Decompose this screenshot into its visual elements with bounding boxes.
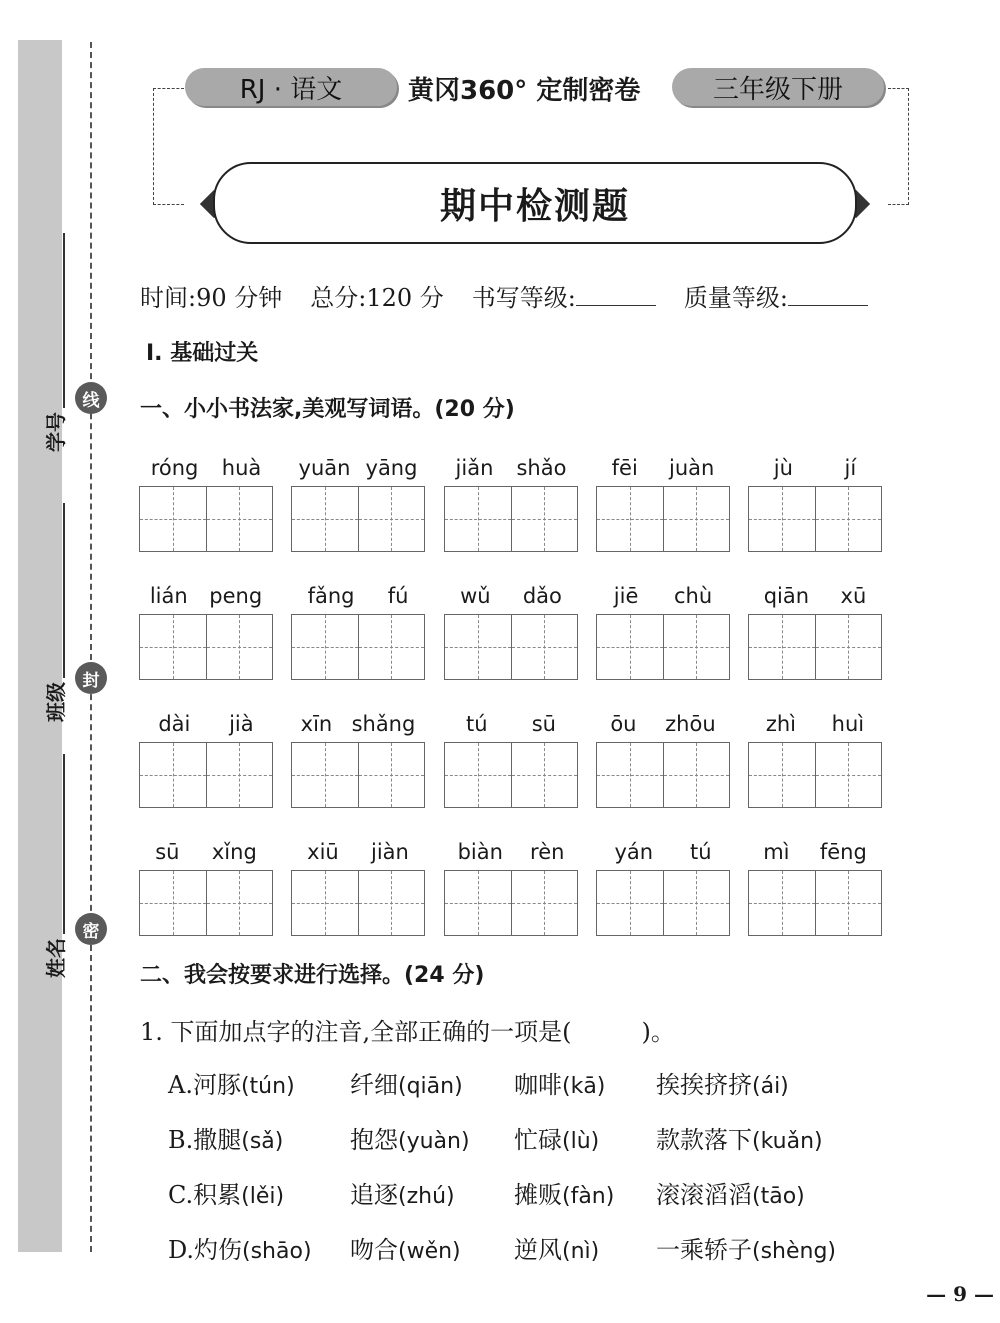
option-word: 滚滚滔滔 [656, 1181, 752, 1209]
name-field [40, 754, 69, 978]
option-item [168, 1120, 350, 1155]
pinyin-syllable: huà [221, 456, 262, 480]
tianzige-cell[interactable] [597, 743, 664, 807]
tianzige-cell[interactable] [359, 487, 425, 551]
pinyin-word [291, 702, 425, 808]
tianzige-cell[interactable] [512, 743, 578, 807]
pinyin-word [596, 702, 730, 808]
header-bracket-right [888, 88, 909, 205]
option-item [350, 1230, 514, 1265]
pinyin-label [139, 702, 273, 742]
option-pinyin: (kā) [562, 1074, 606, 1099]
option-word: 追逐 [350, 1181, 398, 1209]
option-row[interactable] [168, 1065, 789, 1100]
section-heading: Ⅰ. 基础过关 [146, 341, 259, 366]
pinyin-label [596, 830, 730, 870]
pinyin-label [444, 830, 578, 870]
writing-box [291, 486, 425, 552]
pinyin-syllable: shǎng [351, 712, 416, 736]
option-item [350, 1065, 514, 1100]
option-pinyin: (tāo) [752, 1184, 805, 1209]
tianzige-cell[interactable] [597, 615, 664, 679]
student-id-label: 学号 [44, 412, 68, 452]
pinyin-word [444, 446, 578, 552]
pinyin-syllable: huì [831, 712, 865, 736]
option-word: 挨挨挤挤 [656, 1071, 752, 1099]
pinyin-syllable: jiǎn [455, 456, 494, 480]
option-item [168, 1065, 350, 1100]
tianzige-cell[interactable] [749, 871, 816, 935]
tianzige-cell[interactable] [292, 743, 359, 807]
question-1-text: 1. 下面加点字的注音,全部正确的一项是( [140, 1018, 572, 1046]
pinyin-syllable: xīn [300, 712, 333, 736]
student-id-blank[interactable] [63, 233, 65, 408]
tianzige-cell[interactable] [445, 487, 512, 551]
option-pinyin: (lěi) [241, 1184, 285, 1209]
writing-box [291, 742, 425, 808]
header-bracket-left [153, 88, 184, 205]
option-word: 河豚 [192, 1071, 241, 1099]
option-word: 忙碌 [514, 1126, 562, 1154]
option-row[interactable] [168, 1175, 805, 1210]
option-word: 逆风 [514, 1236, 562, 1264]
pinyin-word [596, 446, 730, 552]
option-pinyin: (lù) [562, 1129, 600, 1154]
class-field [40, 503, 69, 722]
writing-grade-blank[interactable] [576, 305, 656, 306]
pinyin-word [139, 446, 273, 552]
option-word: 灼伤 [194, 1236, 243, 1264]
pinyin-syllable: yāng [365, 456, 418, 480]
page-title: 期中检测题 [213, 162, 857, 244]
pinyin-label [444, 702, 578, 742]
pinyin-syllable: tú [689, 840, 712, 864]
option-pinyin: (sǎ) [241, 1129, 284, 1154]
pinyin-syllable: xiū [307, 840, 339, 864]
option-word: 吻合 [350, 1236, 398, 1264]
pinyin-label [596, 574, 730, 614]
writing-box [596, 486, 730, 552]
pinyin-syllable: yán [614, 840, 654, 864]
pinyin-syllable: róng [150, 456, 199, 480]
writing-box [444, 870, 578, 936]
option-item [656, 1065, 789, 1100]
option-item [168, 1175, 350, 1210]
pinyin-syllable: mì [763, 840, 790, 864]
option-pinyin: (yuàn) [398, 1129, 470, 1154]
pinyin-word [291, 446, 425, 552]
option-word: 一乘轿子 [656, 1236, 752, 1264]
pinyin-syllable: fǎng [307, 584, 355, 608]
tianzige-cell[interactable] [292, 615, 359, 679]
pinyin-syllable: jià [229, 712, 254, 736]
question-one-title: 一、小小书法家,美观写词语。(20 分) [140, 397, 515, 422]
page-number: — 9 — [926, 1282, 994, 1306]
tianzige-cell[interactable] [512, 871, 578, 935]
exam-info [140, 278, 868, 313]
grade-pill: 三年级下册 [672, 68, 884, 106]
pinyin-label [291, 702, 425, 742]
tianzige-cell[interactable] [140, 615, 207, 679]
writing-box [291, 614, 425, 680]
pinyin-syllable: biàn [457, 840, 503, 864]
exam-time: 时间:90 分钟 [140, 284, 283, 312]
tianzige-cell[interactable] [597, 871, 664, 935]
tianzige-cell[interactable] [816, 487, 882, 551]
writing-box [596, 742, 730, 808]
pinyin-label [748, 702, 882, 742]
pinyin-label [444, 446, 578, 486]
tianzige-cell[interactable] [207, 871, 273, 935]
seal-mark-feng: 封 [75, 662, 107, 694]
option-pinyin: (tún) [240, 1074, 295, 1099]
option-item [514, 1120, 656, 1155]
pinyin-label [139, 446, 273, 486]
writing-box [139, 486, 273, 552]
pinyin-syllable: xǐng [211, 840, 257, 864]
pinyin-syllable: lián [149, 584, 188, 608]
option-pinyin: (kuǎn) [752, 1129, 823, 1154]
option-item [514, 1065, 656, 1100]
pinyin-syllable: zhōu [665, 712, 716, 736]
seal-dashed-line [90, 42, 92, 1252]
pinyin-syllable: dǎo [522, 584, 562, 608]
writing-box [139, 614, 273, 680]
tianzige-cell[interactable] [664, 743, 730, 807]
tianzige-cell[interactable] [207, 487, 273, 551]
series-name: 黄冈360° 定制密卷 [408, 76, 641, 106]
tianzige-cell[interactable] [816, 615, 882, 679]
question-two-title: 二、我会按要求进行选择。(24 分) [140, 963, 485, 988]
pinyin-word [291, 830, 425, 936]
pinyin-word [444, 574, 578, 680]
pinyin-syllable: rèn [530, 840, 565, 864]
tianzige-cell[interactable] [597, 487, 664, 551]
pinyin-word [444, 830, 578, 936]
pinyin-syllable: wǔ [460, 584, 491, 608]
writing-box [748, 870, 882, 936]
tianzige-cell[interactable] [664, 487, 730, 551]
name-label: 姓名 [44, 938, 68, 978]
pinyin-label [748, 574, 882, 614]
pinyin-word [596, 574, 730, 680]
quality-grade-label: 质量等级: [683, 284, 788, 312]
pinyin-syllable: sū [155, 840, 180, 864]
option-item [350, 1120, 514, 1155]
pinyin-word [748, 574, 882, 680]
option-item [514, 1230, 656, 1265]
pinyin-word [444, 702, 578, 808]
option-word: 咖啡 [514, 1071, 562, 1099]
option-pinyin: (wěn) [398, 1239, 461, 1264]
tianzige-cell[interactable] [749, 743, 816, 807]
pinyin-label [291, 830, 425, 870]
tianzige-cell[interactable] [140, 487, 207, 551]
pinyin-syllable: yuān [298, 456, 351, 480]
writing-box [596, 614, 730, 680]
pinyin-label [748, 446, 882, 486]
pinyin-syllable: fú [387, 584, 409, 608]
option-pinyin: (shāo) [242, 1239, 312, 1264]
writing-box [748, 614, 882, 680]
pinyin-word [748, 446, 882, 552]
pinyin-label [291, 574, 425, 614]
writing-box [139, 870, 273, 936]
option-pinyin: (qiān) [398, 1074, 463, 1099]
writing-box [596, 870, 730, 936]
writing-box [444, 486, 578, 552]
pinyin-syllable: jiē [613, 584, 639, 608]
pinyin-label [596, 446, 730, 486]
tianzige-cell[interactable] [445, 743, 512, 807]
pinyin-syllable: tú [466, 712, 488, 736]
quality-grade [684, 278, 868, 313]
pinyin-syllable: juàn [669, 456, 715, 480]
quality-grade-blank[interactable] [788, 305, 868, 306]
writing-grade [472, 278, 656, 313]
pinyin-syllable: fēng [819, 840, 867, 864]
option-word: 摊贩 [514, 1181, 562, 1209]
tianzige-cell[interactable] [512, 487, 578, 551]
option-item [656, 1230, 836, 1265]
pinyin-word [139, 830, 273, 936]
question-1-stem [140, 1012, 675, 1047]
pinyin-syllable: shǎo [516, 456, 567, 480]
option-letter: A. [168, 1071, 193, 1099]
option-item [656, 1175, 805, 1210]
option-item [656, 1120, 823, 1155]
pinyin-word [291, 574, 425, 680]
pinyin-syllable: dài [158, 712, 191, 736]
pinyin-syllable: zhì [765, 712, 796, 736]
pinyin-label [596, 702, 730, 742]
pinyin-syllable: ōu [610, 712, 637, 736]
tianzige-cell[interactable] [359, 871, 425, 935]
writing-box [139, 742, 273, 808]
option-letter: C. [168, 1181, 194, 1209]
seal-mark-mi: 密 [75, 913, 107, 945]
option-pinyin: (fàn) [562, 1184, 615, 1209]
tianzige-cell[interactable] [664, 871, 730, 935]
tianzige-cell[interactable] [207, 743, 273, 807]
option-pinyin: (zhú) [398, 1184, 455, 1209]
writing-box [444, 742, 578, 808]
tianzige-cell[interactable] [359, 615, 425, 679]
tianzige-cell[interactable] [512, 615, 578, 679]
tianzige-cell[interactable] [140, 871, 207, 935]
option-word: 抱怨 [350, 1126, 398, 1154]
writing-grade-label: 书写等级: [471, 284, 576, 312]
pinyin-word [596, 830, 730, 936]
pinyin-label [291, 446, 425, 486]
tianzige-cell[interactable] [292, 487, 359, 551]
pinyin-word [139, 702, 273, 808]
option-word: 款款落下 [656, 1126, 752, 1154]
pinyin-syllable: chù [674, 584, 713, 608]
writing-box [444, 614, 578, 680]
pinyin-syllable: qiān [763, 584, 810, 608]
pinyin-label [139, 574, 273, 614]
question-1-close: )。 [641, 1018, 675, 1046]
option-item [168, 1230, 350, 1265]
writing-box [291, 870, 425, 936]
tianzige-cell[interactable] [816, 743, 882, 807]
option-item [350, 1175, 514, 1210]
tianzige-cell[interactable] [664, 615, 730, 679]
option-letter: D. [168, 1236, 195, 1264]
pinyin-syllable: fēi [611, 456, 638, 480]
class-label: 班级 [44, 682, 68, 722]
pinyin-label [139, 830, 273, 870]
tianzige-cell[interactable] [207, 615, 273, 679]
tianzige-cell[interactable] [445, 871, 512, 935]
option-pinyin: (shèng) [752, 1239, 837, 1264]
pinyin-syllable: peng [209, 584, 263, 608]
tianzige-cell[interactable] [445, 615, 512, 679]
pinyin-label [444, 574, 578, 614]
option-row[interactable] [168, 1120, 823, 1155]
option-word: 撒腿 [193, 1126, 242, 1154]
exam-total: 总分:120 分 [310, 284, 444, 312]
pinyin-word [748, 830, 882, 936]
tianzige-cell[interactable] [140, 743, 207, 807]
pinyin-word [748, 702, 882, 808]
tianzige-cell[interactable] [749, 487, 816, 551]
seal-mark-line: 线 [75, 382, 107, 414]
name-blank[interactable] [63, 754, 65, 934]
tianzige-cell[interactable] [359, 743, 425, 807]
option-row[interactable] [168, 1230, 836, 1265]
writing-box [748, 742, 882, 808]
pinyin-syllable: sū [531, 712, 556, 736]
option-word: 纤细 [350, 1071, 398, 1099]
writing-box [748, 486, 882, 552]
option-item [514, 1175, 656, 1210]
pinyin-syllable: xū [840, 584, 867, 608]
pinyin-syllable: jiàn [371, 840, 409, 864]
option-pinyin: (nì) [562, 1239, 600, 1264]
tianzige-cell[interactable] [292, 871, 359, 935]
pinyin-syllable: jí [844, 456, 857, 480]
student-id-field [40, 233, 69, 452]
option-letter: B. [168, 1126, 194, 1154]
tianzige-cell[interactable] [816, 871, 882, 935]
subject-pill: RJ · 语文 [185, 68, 397, 106]
option-word: 积累 [193, 1181, 242, 1209]
pinyin-word [139, 574, 273, 680]
pinyin-label [748, 830, 882, 870]
pinyin-syllable: jù [773, 456, 793, 480]
class-blank[interactable] [63, 503, 65, 678]
option-pinyin: (ái) [752, 1074, 789, 1099]
tianzige-cell[interactable] [749, 615, 816, 679]
